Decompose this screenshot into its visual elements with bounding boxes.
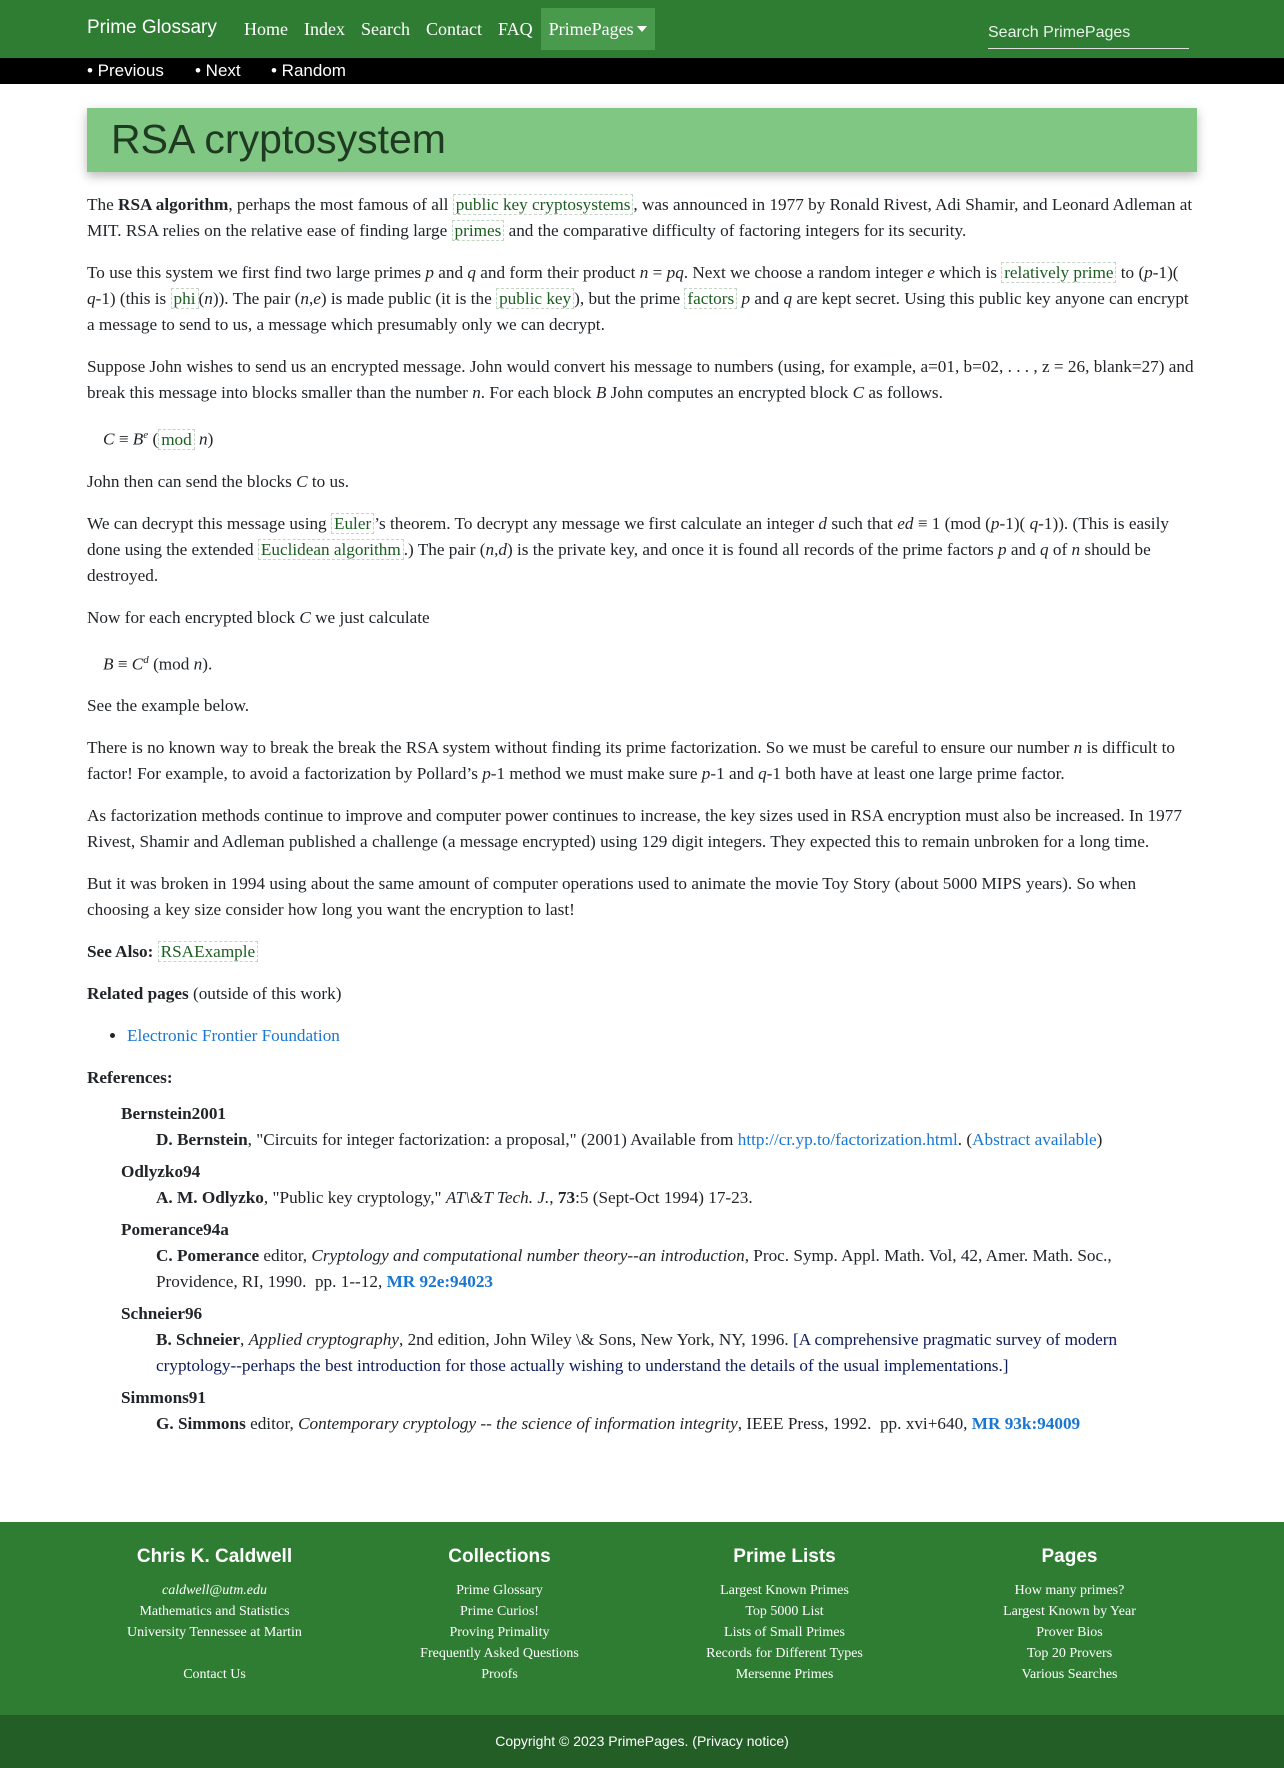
caret-down-icon [637, 26, 647, 32]
related-suffix: (outside of this work) [188, 984, 342, 1004]
footer-text: University Tennessee at Martin [127, 1625, 302, 1640]
footer-link[interactable]: Records for Different Types [706, 1646, 863, 1661]
paragraph: Now for each encrypted block C we just calculate [87, 607, 430, 627]
ref-key: Schneier96 [121, 1304, 203, 1324]
see-also-label: See Also: [87, 942, 154, 962]
ref-body: D. Bernstein, "Circuits for integer factorization: a proposal," (2001) Available from http://cr.yp.to/factorization.html. (Abstract available) [156, 1130, 1103, 1150]
mr-link[interactable]: MR 92e:94023 [386, 1272, 494, 1292]
sub-navbar [0, 58, 1284, 84]
footer-link[interactable]: Proofs [481, 1667, 518, 1682]
footer-link[interactable]: Prime Curios! [460, 1604, 539, 1619]
footer-link[interactable]: Proving Primality [449, 1625, 550, 1640]
footer [0, 1522, 1284, 1715]
related-pages [87, 981, 1197, 1007]
ref-body: A. M. Odlyzko, "Public key cryptology," AT\&T Tech. J., 73:5 (Sept-Oct 1994) 17-23. [156, 1188, 753, 1208]
ref-body: B. Schneier, Applied cryptography, 2nd edition, John Wiley \& Sons, New York, NY, 1996. [A comprehensive pragmatic survey of modern cryptology--perhaps the best introduction for those actually wishing to understand the details of the usual implementations.] [156, 1330, 1118, 1376]
footer-link[interactable]: Top 5000 List [745, 1604, 824, 1619]
paragraph: As factorization methods continue to improve and computer power continues to increase, the key sizes used in RSA encryption must also be increased. In 1977 Rivest, Shamir and Adleman published a challenge (a message encrypted) using 129 digit integers. They expected this to remain unbroken for a long time. [87, 806, 1182, 852]
previous-link[interactable]: • Previous [87, 61, 164, 80]
punct: . ( [684, 1733, 697, 1749]
footer-col-collections [357, 1546, 642, 1685]
glossary-link[interactable]: Euclidean algorithm [258, 539, 404, 560]
ref-body: G. Simmons editor, Contemporary cryptology -- the science of information integrity, IEEE Press, 1992. pp. xvi+640, MR 93k:94009 [156, 1414, 1081, 1434]
related-label: Related pages [87, 984, 189, 1004]
footer-col-pages [927, 1546, 1212, 1685]
footer-col-title: Chris K. Caldwell [136, 1546, 293, 1567]
dropdown-label: PrimePages [548, 19, 634, 39]
footer-link[interactable]: How many primes? [1014, 1583, 1125, 1598]
glossary-link[interactable]: Euler [331, 513, 374, 534]
ref-body: C. Pomerance editor, Cryptology and computational number theory--an introduction, Proc. Symp. Appl. Math. Vol, 42, Amer. Math. Soc., Providence, RI, 1990. pp. 1--12, MR 92e:94023 [156, 1246, 1112, 1292]
contact-us-link[interactable]: Contact Us [183, 1667, 246, 1682]
copyright-bar [0, 1715, 1284, 1768]
copyright-text: Copyright © 2023 [495, 1733, 609, 1749]
nav-search[interactable]: Search [360, 19, 410, 39]
privacy-link[interactable]: Privacy notice [696, 1733, 785, 1749]
paragraph: But it was broken in 1994 using about the same amount of computer operations used to animate the movie Toy Story (about 5000 MIPS years). So when choosing a key size consider how long you want the encryption to last! [87, 874, 1137, 920]
glossary-link[interactable]: mod [158, 429, 195, 450]
email-link[interactable]: caldwell@utm.edu [161, 1583, 268, 1598]
brand-link[interactable]: Prime Glossary [87, 17, 217, 38]
paragraph: Suppose John wishes to send us an encrypted message. John would convert his message to numbers (using, for example, a=01, b=02, . . . , z = 26, blank=27) and break this message into blocks smaller than the number n. For each block B John computes an encrypted block C as follows. [87, 357, 1194, 402]
footer-col-author [72, 1546, 357, 1685]
article-body [87, 192, 1197, 1443]
nav-index[interactable]: Index [304, 19, 345, 39]
ref-key: Pomerance94a [121, 1220, 229, 1240]
footer-col-title: Pages [1041, 1546, 1098, 1567]
nav-links [236, 8, 655, 50]
mr-link[interactable]: MR 93k:94009 [971, 1414, 1081, 1434]
references-label: References: [87, 1068, 173, 1088]
paragraph: See the example below. [87, 696, 250, 716]
list-item [127, 1023, 1197, 1049]
glossary-link[interactable]: primes [452, 220, 505, 241]
page-title: RSA cryptosystem [111, 116, 446, 162]
random-link[interactable]: • Random [271, 61, 346, 80]
equation: $C \equiv B^e$ ( mod n) [103, 429, 214, 449]
glossary-link[interactable]: phi [171, 288, 199, 309]
punct: ) [784, 1733, 789, 1749]
footer-link[interactable]: Largest Known Primes [720, 1583, 849, 1598]
title-banner [87, 108, 1197, 172]
paragraph: John then can send the blocks C to us. [87, 471, 350, 491]
equation: $B \equiv C^d$ (mod n). [103, 653, 213, 674]
footer-link[interactable]: Lists of Small Primes [724, 1625, 845, 1640]
abstract-link[interactable]: Abstract available [972, 1130, 1097, 1150]
footer-spacer [72, 1643, 357, 1664]
primepages-link[interactable]: PrimePages [608, 1733, 685, 1749]
glossary-link[interactable]: factors [684, 288, 737, 309]
footer-link[interactable]: Largest Known by Year [1003, 1604, 1136, 1619]
paragraph: We can decrypt this message using Euler ’s theorem. To decrypt any message we first calculate an integer d such that ed ≡ 1 (mod (p-1)( q-1)). (This is easily done using the extended Euclidean algorithm .) The pair (n,d) is the private key, and once it is found all records of the prime factors p and q of n should be destroyed. [87, 513, 1169, 585]
ref-key: Simmons91 [121, 1388, 206, 1408]
see-also-link[interactable]: RSAExample [158, 941, 259, 962]
footer-link[interactable]: Prime Glossary [456, 1583, 543, 1598]
ref-link[interactable]: http://cr.yp.to/factorization.html [737, 1130, 958, 1150]
footer-link[interactable]: Frequently Asked Questions [420, 1646, 579, 1661]
footer-col-title: Collections [448, 1546, 551, 1567]
next-link[interactable]: • Next [195, 61, 241, 80]
nav-home[interactable]: Home [244, 19, 288, 39]
footer-link[interactable]: Prover Bios [1036, 1625, 1103, 1640]
footer-col-title: Prime Lists [733, 1546, 836, 1567]
ref-key: Bernstein2001 [121, 1104, 227, 1124]
footer-link[interactable]: Top 20 Provers [1026, 1646, 1113, 1661]
footer-text: Mathematics and Statistics [139, 1604, 290, 1619]
nav-primepages-dropdown[interactable] [541, 8, 655, 50]
eff-link[interactable]: Electronic Frontier Foundation [127, 1026, 340, 1046]
paragraph: The RSA algorithm, perhaps the most famous of all public key cryptosystems , was announced in 1977 by Ronald Rivest, Adi Shamir, and Leonard Adleman at MIT. RSA relies on the relative ease of finding large primes and the comparative difficulty of factoring integers for its security. [87, 195, 1193, 240]
top-navbar [0, 0, 1284, 58]
nav-contact[interactable]: Contact [425, 19, 482, 39]
ref-key: Odlyzko94 [121, 1162, 201, 1182]
references-heading [87, 1065, 1197, 1091]
nav-faq[interactable]: FAQ [497, 19, 533, 39]
references-list [87, 1101, 1197, 1437]
search-input[interactable] [988, 18, 1189, 49]
glossary-link[interactable]: relatively prime [1001, 262, 1116, 283]
paragraph: To use this system we first find two large primes p and q and form their product n = pq. Next we choose a random integer e which is relatively prime to (p-1)( q-1) (this is phi (n)). The pair (n,e) is made public (it is the public key ), but the prime factors p and q are kept secret. Using this public key anyone can encrypt a message to send to us, a message which presumably only we can decrypt. [87, 263, 1189, 334]
glossary-link[interactable]: public key [496, 288, 574, 309]
see-also [87, 939, 1197, 965]
footer-link[interactable]: Various Searches [1021, 1667, 1118, 1682]
footer-link[interactable]: Mersenne Primes [735, 1667, 834, 1682]
glossary-link[interactable]: public key cryptosystems [453, 194, 634, 215]
paragraph: There is no known way to break the break the RSA system without finding its prime factorization. So we must be careful to ensure our number n is difficult to factor! For example, to avoid a factorization by Pollard’s p-1 method we must make sure p-1 and q-1 both have at least one large prime factor. [87, 738, 1175, 784]
related-list [87, 1023, 1197, 1049]
footer-col-prime-lists [642, 1546, 927, 1685]
